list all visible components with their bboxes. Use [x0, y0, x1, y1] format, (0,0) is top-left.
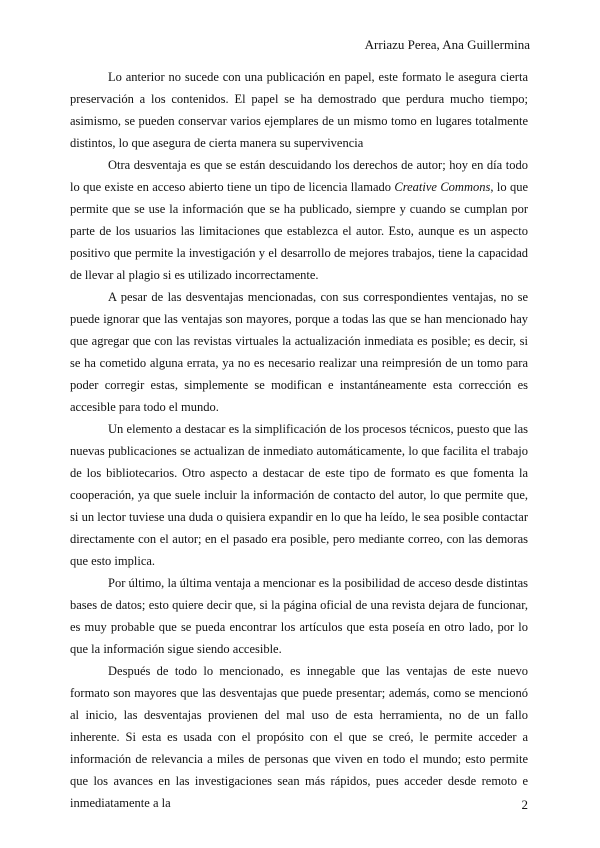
paragraph-2	[70, 154, 528, 286]
running-header-author: Arriazu Perea, Ana Guillermina	[364, 37, 530, 52]
paragraph-4: Un elemento a destacar es la simplificación de los procesos técnicos, puesto que las nuevas publicaciones se actualizan de inmediato automáticamente, lo que facilita el trabajo de los bibliotecarios. Otro aspecto a destacar de este tipo de formato es que fomenta la cooperación, ya que suele incluir la información de contacto del autor, lo que permite que, si un lector tuviese una duda o quisiera expandir en lo que ha leído, le sea posible contactar directamente con el autor; en el pasado era posible, pero mediante correo, con las demoras que esto implica.	[70, 422, 528, 568]
page-number: 2	[521, 797, 528, 812]
paragraph-2-part-1: Otra desventaja es que se están descuidando los derechos de autor; hoy en día todo lo que existe en acceso abierto tiene un tipo de licencia llamado	[70, 158, 528, 194]
creative-commons-term: Creative Commons	[394, 180, 491, 194]
paragraph-5: Por último, la última ventaja a mencionar es la posibilidad de acceso desde distintas bases de datos; esto quiere decir que, si la página oficial de una revista dejara de funcionar, es muy probable que se pueda encontrar los artículos que esta poseía en otro lado, por lo que la información sigue siendo accesible.	[70, 576, 528, 656]
paragraph-2-part-2: , lo que permite que se use la información que se ha publicado, siempre y cuando se cumplan por parte de los usuarios las limitaciones que establezca el autor. Esto, aunque es un aspecto positivo que permite la investigación y el desarrollo de mejores trabajos, tiene la capacidad de llevar al plagio si es utilizado incorrectamente.	[70, 180, 528, 282]
paragraph-3: A pesar de las desventajas mencionadas, con sus correspondientes ventajas, no se puede ignorar que las ventajas son mayores, porque a todas las que se han mencionado hay que agregar que con las revistas virtuales la actualización inmediata es posible; es decir, si se ha cometido alguna errata, ya no es necesario realizar una reimpresión de un tomo para poder corregir estas, simplemente se modifican e instantáneamente esta corrección es accesible para todo el mundo.	[70, 290, 528, 414]
body-text	[70, 66, 528, 814]
paragraph-6: Después de todo lo mencionado, es innegable que las ventajas de este nuevo formato son mayores que las desventajas que puede presentar; además, como se mencionó al inicio, las desventajas provienen del mal uso de esta herramienta, no de un fallo inherente. Si esta es usada con el propósito con el que se creó, le permite acceder a información de relevancia a miles de personas que viven en todo el mundo; esto permite que los avances en las investigaciones sean más rápidos, pues acceder desde remoto e inmediatamente a la	[70, 664, 528, 810]
paragraph-1: Lo anterior no sucede con una publicación en papel, este formato le asegura cierta preservación a los contenidos. El papel se ha demostrado que perdura mucho tiempo; asimismo, se pueden conservar varios ejemplares de un mismo tomo en lugares totalmente distintos, lo que asegura de cierta manera su supervivencia	[70, 70, 528, 150]
